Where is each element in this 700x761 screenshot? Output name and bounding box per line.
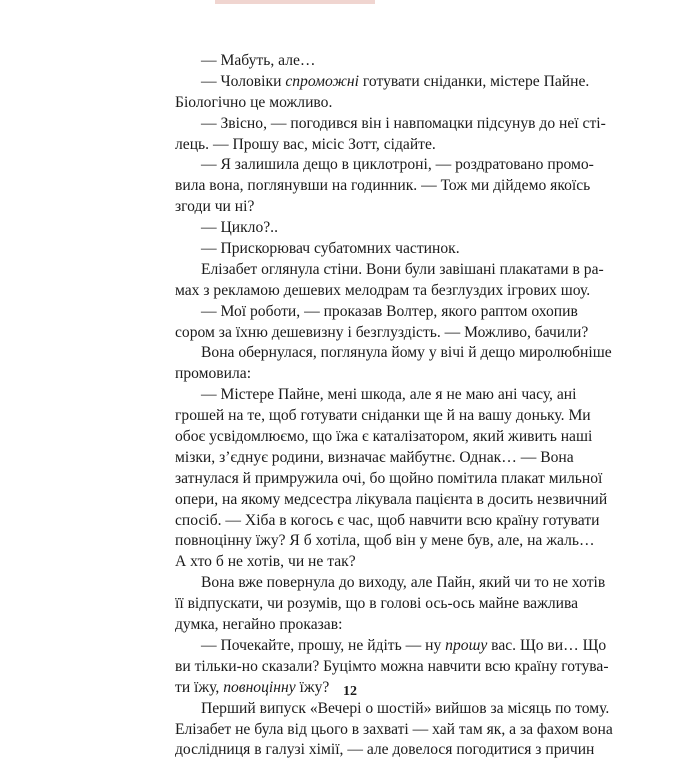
- text-line: [175, 72, 590, 93]
- text-run: повноцінну їжу? Я б хотіла, щоб він у мене був, але, на жаль…: [175, 532, 595, 550]
- text-run: обоє усвідомлюємо, що їжа є каталізатором, який живить наші: [175, 428, 593, 446]
- text-line: [175, 427, 593, 448]
- text-run: дослідниця в галузі хімії, — але довелося погодитися з причин: [175, 741, 595, 759]
- text-line: [175, 720, 613, 741]
- text-run: Елізабет не була від цього в захваті — хай там як, а за фахом вона: [175, 720, 613, 738]
- text-line: [175, 239, 548, 260]
- text-run: думка, негайно проказав:: [175, 616, 343, 634]
- text-run: лець. — Прошу вас, місіс Зотт, сідайте.: [175, 135, 436, 153]
- text-run: Біологічно це можливо.: [175, 93, 333, 111]
- text-line: [175, 490, 608, 511]
- text-line: [175, 260, 604, 281]
- italic-text: повноцінну: [223, 678, 296, 696]
- text-line: [175, 385, 577, 406]
- text-line: [175, 93, 548, 114]
- italic-text: прошу: [445, 636, 488, 654]
- text-line: [175, 699, 610, 720]
- text-line: [175, 448, 574, 469]
- text-line: [175, 218, 548, 239]
- italic-text: спроможні: [285, 72, 359, 90]
- text-run: — Містере Пайне, мені шкода, але я не маю ані часу, ані: [201, 386, 577, 404]
- page-number: 12: [343, 684, 357, 699]
- text-line: [175, 615, 548, 636]
- text-run: Елізабет оглянула стіни. Вони були завішані плакатами в ра-: [201, 260, 604, 278]
- text-run: Вона вже повернула до виходу, але Пайн, який чи то не хотів: [201, 574, 606, 592]
- text-line: [175, 155, 594, 176]
- text-run: готувати сніданки, містере Пайне.: [358, 72, 590, 90]
- text-run: сором за їхню дешевизну і безглуздість. — Можливо, бачили?: [175, 323, 589, 341]
- text-line: [175, 740, 595, 761]
- text-run: ти їжу,: [175, 678, 224, 696]
- text-run: спосіб. — Хіба в когось є час, щоб навчити всю країну готувати: [175, 511, 600, 529]
- text-run: опери, на якому медсестра лікувала пацієнта в досить незвичний: [175, 490, 608, 508]
- text-run: їжу?: [295, 678, 330, 696]
- text-run: мах з рекламою дешевих мелодрам та безглуздих ігрових шоу.: [175, 281, 591, 299]
- text-run: згоди чи ні?: [175, 198, 255, 216]
- text-run: — Цикло?..: [201, 219, 278, 237]
- text-line: [175, 573, 606, 594]
- text-run: Вона обернулася, поглянула йому у вічі й дещо миролюбніше: [201, 344, 612, 362]
- text-run: промовила:: [175, 365, 252, 383]
- text-line: [175, 135, 548, 156]
- text-run: ви тільки-но сказали? Буцімто можна навчити всю країну готува-: [175, 657, 609, 675]
- text-run: А хто б не хотів, чи не так?: [175, 553, 356, 571]
- text-run: — Мабуть, але…: [201, 52, 316, 69]
- text-run: — Чоловіки: [201, 72, 286, 90]
- text-line: [175, 511, 600, 532]
- text-line: [175, 594, 579, 615]
- text-run: вила вона, поглянувши на годинник. — Тож ми дійдемо якоїсь: [175, 177, 591, 195]
- text-line: [175, 114, 606, 135]
- text-run: вас. Що ви… Що: [487, 636, 607, 654]
- text-run: грошей на те, щоб готувати сніданки ще й на вашу доньку. Ми: [175, 407, 591, 425]
- text-run: — Звісно, — погодився він і навпомацки підсунув до неї сті-: [201, 114, 606, 132]
- text-line: [175, 657, 609, 678]
- top-edge-mark: [215, 0, 375, 4]
- text-run: — Я залишила дещо в циклотроні, — роздратовано промо-: [201, 156, 594, 174]
- text-run: — Почекайте, прошу, не йдіть — ну: [201, 636, 446, 654]
- text-line: [175, 636, 607, 657]
- text-line: [175, 531, 595, 552]
- text-line: [175, 364, 548, 385]
- text-line: [175, 197, 548, 218]
- text-run: мізки, з’єднує родини, визначає майбутнє. Однак… — Вона: [175, 448, 574, 466]
- text-line: [175, 323, 589, 344]
- text-line: [175, 51, 548, 72]
- text-line: [175, 281, 591, 302]
- text-line: [175, 176, 591, 197]
- text-run: її відпускати, чи розумів, що в голові ось-ось майне важлива: [175, 595, 579, 613]
- body-text: [175, 51, 613, 761]
- text-line: [175, 469, 603, 490]
- text-run: затнулася й примружила очі, бо щойно помітила плакат мильної: [175, 469, 603, 487]
- text-line: [175, 343, 612, 364]
- text-line: [175, 302, 578, 323]
- text-run: — Прискорювач субатомних частинок.: [201, 240, 460, 258]
- text-run: Перший випуск «Вечері о шостій» вийшов за місяць по тому.: [201, 699, 610, 717]
- text-line: [175, 406, 591, 427]
- text-run: — Мої роботи, — проказав Волтер, якого раптом охопив: [201, 302, 578, 320]
- text-line: [175, 552, 548, 573]
